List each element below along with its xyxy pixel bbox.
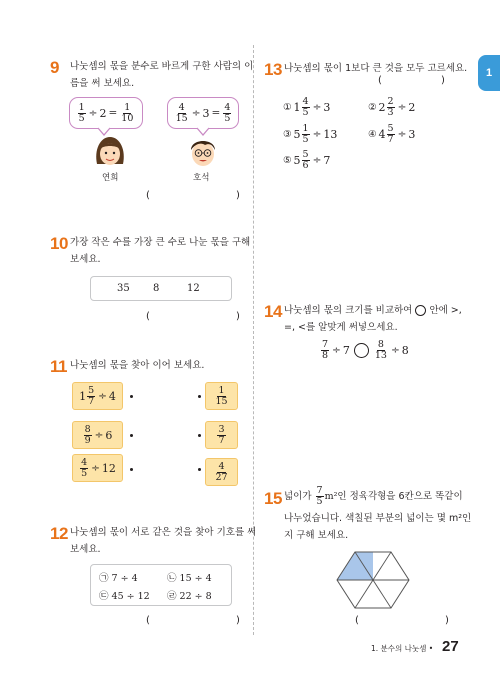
footer-chapter-label: 1. 분수의 나눗셈 •: [371, 644, 434, 653]
compare-answer-circle[interactable]: [354, 343, 369, 358]
frac-num: 4: [81, 456, 88, 468]
op: ÷: [191, 107, 201, 119]
q15-number: 15: [264, 489, 282, 508]
q11-left-card-3[interactable]: [72, 454, 123, 482]
frac-num: 4: [224, 101, 231, 113]
frac-den: 10: [121, 112, 134, 124]
connect-dot[interactable]: [130, 468, 133, 471]
frac-den: 15: [175, 112, 188, 124]
q11-number: 11: [50, 357, 67, 376]
q12-choice-c: ㉢ 45 ÷ 12: [99, 591, 150, 602]
q15-hexagon-diagram: [333, 551, 413, 609]
number: 3: [202, 106, 210, 120]
frac-num: 1: [218, 384, 225, 396]
equals: =: [108, 107, 118, 119]
connect-dot[interactable]: [130, 395, 133, 398]
q13-answer-close: ): [441, 75, 445, 86]
q10-number-item: 8: [153, 283, 160, 294]
chapter-tab: 1: [478, 55, 500, 91]
connect-dot[interactable]: [198, 468, 201, 471]
frac-num: 3: [218, 423, 225, 435]
q12-choice-b: ㉡ 15 ÷ 4: [167, 573, 212, 584]
q13-option-2[interactable]: ② 2 $\frac{2}{3}$ ÷ 2: [368, 96, 416, 118]
frac-num: 8: [84, 423, 91, 435]
q13-answer-open: (: [378, 75, 382, 86]
q9-name-yeonhee: 연희: [102, 173, 119, 183]
number: 12: [101, 461, 116, 475]
q9-text-line1: 나눗셈의 몫을 분수로 바르게 구한 사람의 이: [70, 61, 254, 72]
unit: m²: [324, 490, 338, 502]
equals: =: [211, 107, 221, 119]
q10-text-line2: 보세요.: [70, 254, 101, 265]
q12-answer-close: ): [236, 615, 240, 626]
q14-text-line2: =, <를 알맞게 써넣으세요.: [284, 322, 398, 333]
q11-text-line1: 나눗셈의 몫을 찾아 이어 보세요.: [70, 360, 205, 371]
q11-left-card-1[interactable]: [72, 382, 123, 410]
connect-dot[interactable]: [198, 434, 201, 437]
q9-number: 9: [50, 58, 59, 77]
q12-answer-open: (: [146, 615, 150, 626]
connect-dot[interactable]: [198, 395, 201, 398]
q12-number: 12: [50, 524, 68, 543]
column-divider: [253, 45, 254, 635]
girl-avatar-icon: [92, 134, 128, 170]
q11-right-card-1[interactable]: [205, 382, 238, 410]
q14-number: 14: [264, 302, 282, 321]
q13-option-1[interactable]: ① 1 $\frac{4}{5}$ ÷ 3: [283, 96, 331, 118]
frac-num: 4: [218, 460, 225, 472]
q9-speech-bubble-yeonhee: [69, 97, 143, 129]
q12-text-line1: 나눗셈의 몫이 서로 같은 것을 찾아 기호를 써: [70, 527, 257, 538]
number: 4: [108, 389, 116, 403]
q14-comparison: $\frac{7}{8}$ ÷ 7 $\frac{8}{13}$ ÷ 8: [322, 339, 409, 361]
q15-answer-close: ): [445, 615, 449, 626]
q10-text-line1: 가장 작은 수를 가장 큰 수로 나눈 몫을 구해: [70, 237, 251, 248]
q9-name-hoseok: 호석: [193, 173, 210, 183]
q9-answer-close: ): [236, 190, 240, 201]
q14-text-b: 안에 >,: [429, 305, 462, 316]
q15-text-line1: 넓이가 $\frac{7}{5}$ m² 인 정육각형을 6칸으로 똑같이: [284, 485, 463, 507]
connect-dot[interactable]: [130, 434, 133, 437]
q13-option-3[interactable]: ③ 5 $\frac{1}{5}$ ÷ 13: [283, 123, 338, 145]
q12-text-line2: 보세요.: [70, 544, 101, 555]
q9-speech-bubble-hoseok: [167, 97, 239, 129]
op: ÷: [98, 390, 107, 402]
q11-left-card-2[interactable]: [72, 421, 123, 449]
q15-text-line3: 지 구해 보세요.: [284, 530, 349, 541]
number: 6: [105, 428, 113, 442]
op: ÷: [88, 107, 98, 119]
frac-den: 5: [81, 467, 88, 479]
q10-answer-close: ): [236, 311, 240, 322]
q12-choice-box: [90, 564, 232, 606]
q13-option-4[interactable]: ④ 4 $\frac{5}{7}$ ÷ 3: [368, 123, 416, 145]
q12-choice-a: ㉠ 7 ÷ 4: [99, 573, 138, 584]
q13-text-line1: 나눗셈의 몫이 1보다 큰 것을 모두 고르세요.: [284, 63, 468, 74]
frac-den: 7: [88, 395, 95, 407]
q14-text-line1: [284, 302, 462, 319]
q10-number-box: [90, 276, 232, 301]
frac-num: 4: [178, 101, 185, 113]
q15-text-b: 인 정육각형을 6칸으로 똑같이: [337, 490, 463, 502]
page-number: 27: [442, 638, 459, 655]
frac-den: 7: [218, 434, 225, 446]
frac-num: 1: [78, 101, 85, 113]
frac-den: 5: [78, 112, 85, 124]
q12-choice-d: ㉣ 22 ÷ 8: [167, 591, 212, 602]
q15-text-line2: 나누었습니다. 색칠된 부분의 넓이는 몇 m²인: [284, 513, 472, 524]
q15-answer-open: (: [355, 615, 359, 626]
q9-answer-open: (: [146, 190, 150, 201]
op: ÷: [94, 429, 104, 441]
frac-num: 5: [88, 384, 95, 396]
op: ÷: [91, 462, 100, 474]
q14-text-a: 나눗셈의 몫의 크기를 비교하여: [284, 305, 413, 316]
frac-den: 15: [215, 395, 228, 407]
shaded-triangle: [337, 552, 373, 580]
q11-right-card-2[interactable]: [205, 421, 238, 449]
q13-number: 13: [264, 60, 282, 79]
q10-answer-open: (: [146, 311, 150, 322]
q15-text-a: 넓이가: [284, 490, 312, 502]
frac-den: 9: [84, 434, 91, 446]
q13-option-5[interactable]: ⑤ 5 $\frac{5}{6}$ ÷ 7: [283, 149, 331, 171]
frac-den: 27: [215, 471, 228, 483]
whole: 1: [79, 389, 87, 403]
q9-text-line2: 름을 써 보세요.: [70, 78, 135, 89]
q10-number-item: 12: [187, 283, 200, 294]
answer-circle-icon: [415, 305, 426, 316]
q10-number-item: 35: [117, 283, 130, 294]
q11-right-card-3[interactable]: [205, 458, 238, 486]
number: 2: [99, 106, 107, 120]
boy-avatar-icon: [185, 134, 221, 170]
q10-number: 10: [50, 234, 68, 253]
frac-den: 5: [224, 112, 231, 124]
frac-num: 1: [124, 101, 131, 113]
